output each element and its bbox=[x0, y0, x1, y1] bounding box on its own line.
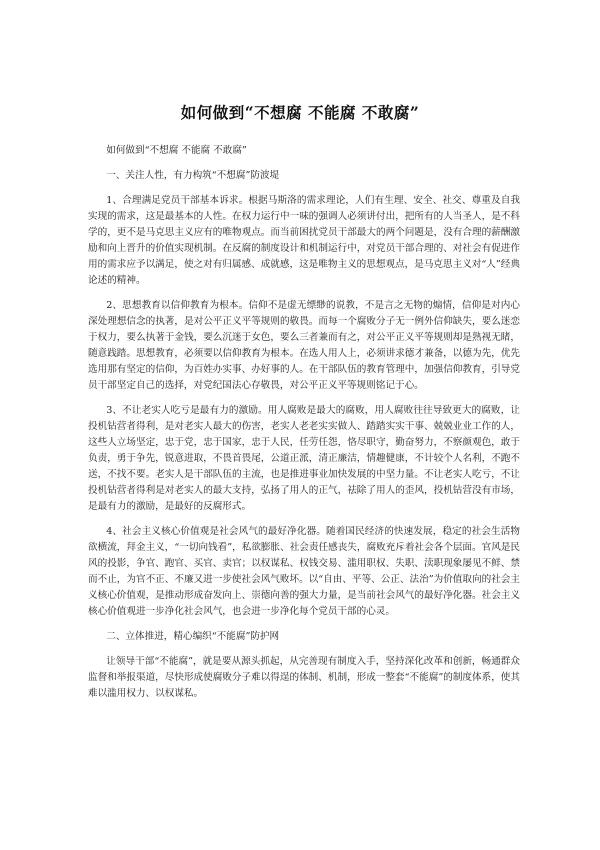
section-heading-2: 二、立体推进，精心编织“不能腐”防护网 bbox=[106, 631, 280, 642]
paragraph-2: 2、思想教育以信仰教育为根本。信仰不是虚无缥缈的说教，不是言之无物的煽情，信仰是对内心深处理想信念的执著，是对公平正义平等规则的敬畏。而每一个腐败分子无一例外信仰缺失，要么迷恋于权力，要么执著于金钱，要么沉迷于女色，要么三者兼而有之，对公平正义平等规则却是熟视无睹，随意践踏。思想教育，必须要以信仰教育为根本。在选人用人上，必须讲求德才兼备，以德为先，优先选用那有坚定的信仰，为百姓办实事、办好事的人。在干部队伍的教育管理中，加强信仰教育，引导党员干部坚定自己的选择，对党纪国法心存敬畏，对公平正义平等规则铭记于心。 bbox=[88, 300, 520, 391]
paragraph-3: 3、不让老实人吃亏是最有力的激励。用人腐败是最大的腐败，用人腐败往往导致更大的腐败，让投机钻营者得利，是对老实人最大的伤害，老实人老老实实做人、踏踏实实干事、兢兢业业工作的人，这些人立场坚定，忠于党，忠于国家，忠于人民，任劳任怨，恪尽职守，勤奋努力，不察颜观色，敢于负责，勇于争先，锐意进取，不畏首畏尾，公道正派，清正廉洁，情趣健康，不计较个人名利，不跑不送，不找不要。老实人是干部队伍的主流，也是推进事业加快发展的中坚力量。不让老实人吃亏，不让投机钻营者得利是对老实人的最大支持，弘扬了用人的正气，祛除了用人的歪风，投机钻营没有市场，是最有力的激励，是最好的反腐形式。 bbox=[88, 405, 520, 512]
paragraph-4: 4、社会主义核心价值观是社会风气的最好净化器。随着国民经济的快速发展，稳定的社会生活物欲横流，拜金主义，“一切向钱看”，私欲膨胀、社会责任感丧失，腐败充斥着社会各个层面。官风是民风的投影，争官、跑官、买官、卖官；以权谋私、权钱交易、滥用职权、失职、渎职现象屡见不鲜、禁而不止，为官不正、不廉又进一步使社会风气败坏。以“自由、平等、公正、法治”为价值取向的社会主义核心价值观，是推动形成奋发向上、崇德向善的强大力量，是当前社会风气的最好净化器。社会主义核心价值观进一步净化社会风气，也会进一步净化每个党员干部的心灵。 bbox=[88, 526, 520, 617]
paragraph-5: 让领导干部“不能腐”，就是要从源头抓起，从完善现有制度入手，坚持深化改革和创新，畅通群众监督和举报渠道，尽快形成使腐败分子难以得逞的体制、机制，形成一整套“不能腐”的制度体系，使其难以滥用权力、以权谋私。 bbox=[88, 656, 520, 699]
document-subtitle: 如何做到“不想腐 不能腐 不敢腐” bbox=[106, 145, 247, 156]
document-title: 如何做到“不想腐 不能腐 不敢腐” bbox=[180, 103, 420, 122]
document-body bbox=[88, 143, 520, 711]
section-heading-1: 一、关注人性，有力构筑“不想腐”防波堤 bbox=[106, 170, 280, 181]
paragraph-1: 1、合理满足党员干部基本诉求。根据马斯洛的需求理论，人们有生理、安全、社交、尊重及自我实现的需求，这是最基本的人性。在权力运行中一味的强调人必须讲付出，把所有的人当圣人，是不科学的，更不是马克思主义应有的唯物观点。而当前困扰党员干部最大的两个问题是，没有合理的薪酬激励和向上晋升的价值实现机制。在反腐的制度设计和机制运行中，对党员干部合理的、对社会有促进作用的需求应予以满足，使之对有归属感、成就感，这是唯物主义的思想观点，是马克思主义对“人”经典论述的精神。 bbox=[88, 195, 520, 286]
